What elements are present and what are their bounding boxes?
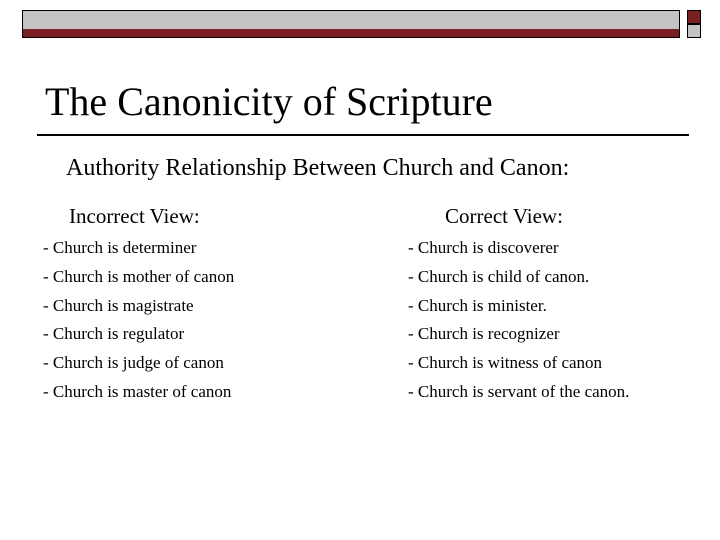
correct-view-list — [408, 234, 629, 407]
correct-view-item: - Church is minister. — [408, 295, 547, 315]
incorrect-view-item: - Church is judge of canon — [43, 353, 224, 373]
incorrect-view-item: - Church is determiner — [43, 238, 197, 257]
incorrect-view-header: Incorrect View: — [69, 204, 200, 228]
incorrect-view-item: - Church is mother of canon — [43, 266, 235, 286]
slide-title: The Canonicity of Scripture — [45, 79, 493, 124]
decorative-top-bar-stripe — [23, 11, 679, 29]
correct-view-item: - Church is discoverer — [408, 238, 559, 257]
incorrect-view-list — [43, 234, 234, 407]
incorrect-view-item: - Church is magistrate — [43, 295, 194, 315]
correct-view-item: - Church is witness of canon — [408, 353, 603, 373]
decorative-corner-square-maroon — [687, 10, 701, 24]
slide-subtitle: Authority Relationship Between Church and Canon: — [66, 155, 570, 181]
title-divider — [37, 134, 689, 136]
correct-view-item: - Church is recognizer — [408, 324, 560, 344]
decorative-corner-square-grey — [687, 24, 701, 38]
correct-view-item: - Church is servant of the canon. — [408, 381, 630, 401]
incorrect-view-item: - Church is master of canon — [43, 381, 232, 401]
correct-view-header: Correct View: — [445, 204, 563, 228]
correct-view-item: - Church is child of canon. — [408, 266, 590, 286]
decorative-top-bar — [22, 10, 680, 38]
incorrect-view-item: - Church is regulator — [43, 324, 185, 344]
